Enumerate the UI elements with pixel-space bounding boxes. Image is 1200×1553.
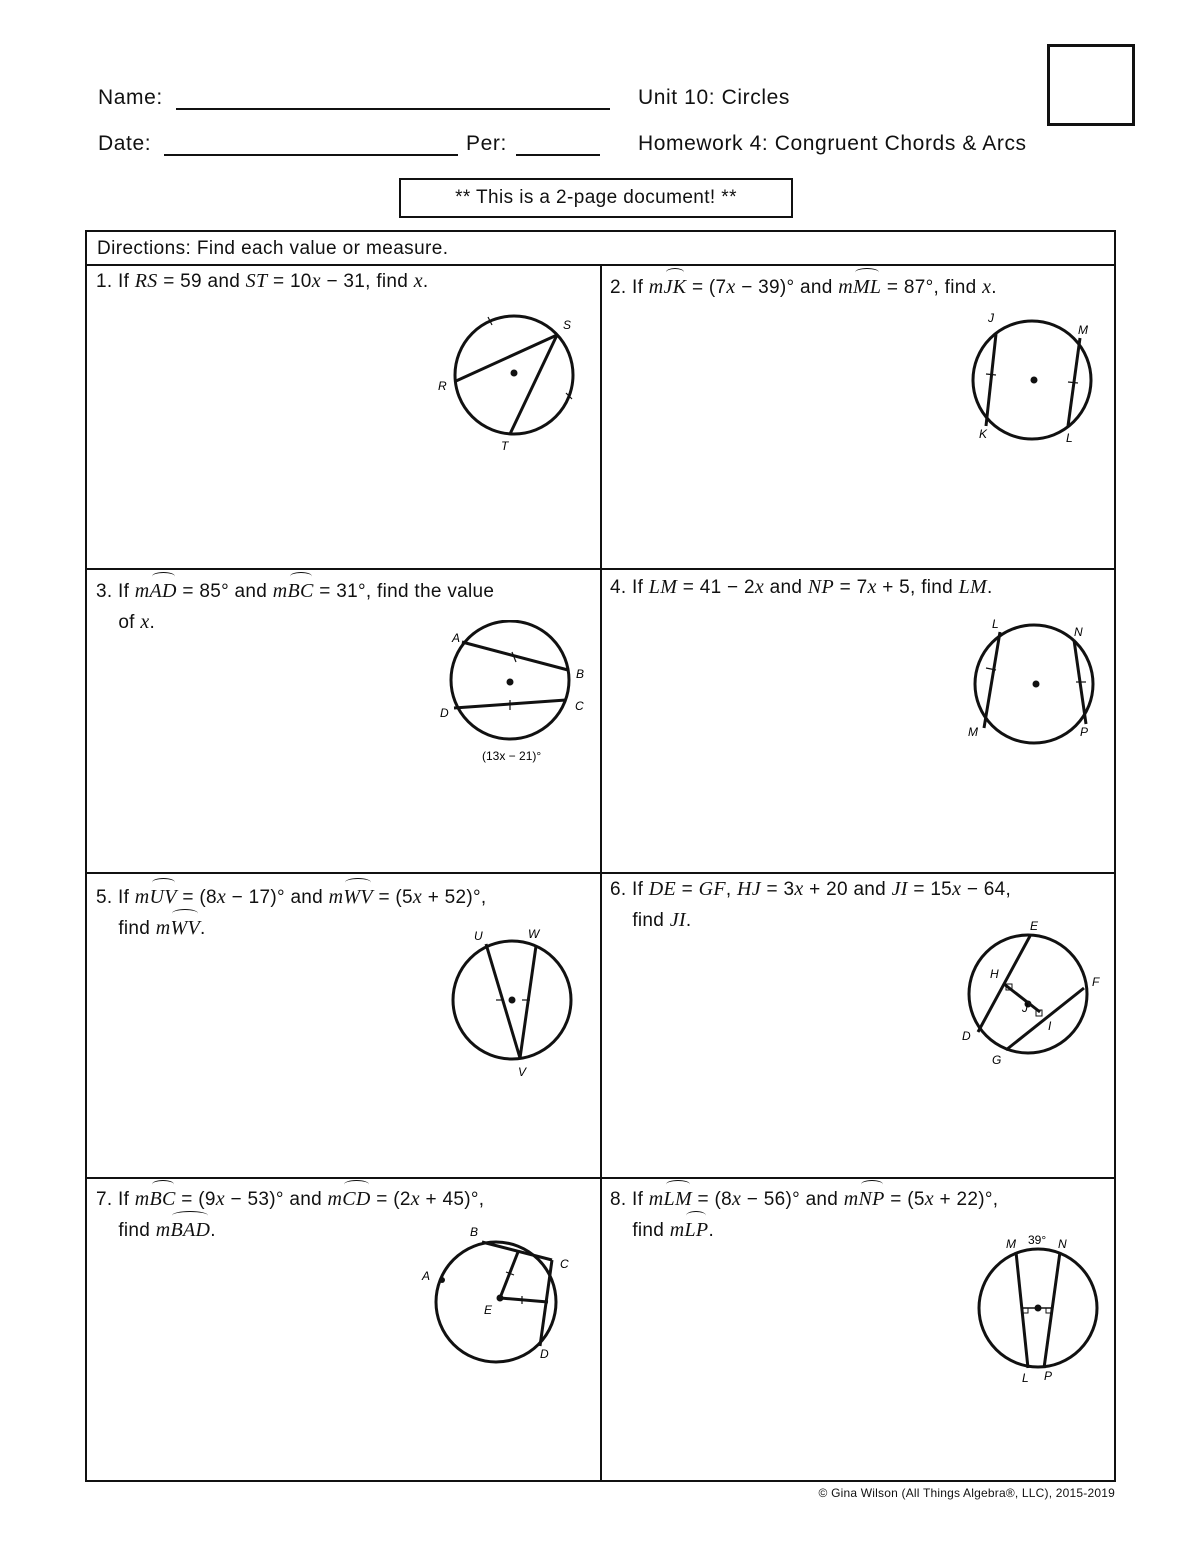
worksheet-grid (85, 230, 1116, 1482)
svg-text:F: F (1092, 975, 1100, 989)
date-label: Date: (98, 132, 152, 155)
copyright: © Gina Wilson (All Things Algebra®, LLC), 2015-2019 (818, 1486, 1115, 1500)
svg-text:D: D (962, 1029, 971, 1043)
unit-title: Unit 10: Circles (638, 86, 790, 109)
svg-text:B: B (470, 1225, 479, 1239)
svg-text:A: A (452, 631, 461, 645)
svg-text:B: B (576, 667, 585, 681)
column-divider (600, 266, 602, 1482)
svg-text:W: W (528, 927, 540, 941)
row-divider (87, 1177, 1114, 1179)
svg-text:G: G (992, 1053, 1002, 1067)
svg-text:L: L (1022, 1371, 1029, 1385)
svg-text:E: E (484, 1303, 493, 1317)
period-field[interactable] (516, 154, 600, 156)
svg-text:M: M (1006, 1237, 1016, 1251)
svg-text:E: E (1030, 919, 1039, 933)
svg-text:C: C (575, 699, 584, 713)
score-box[interactable] (1047, 44, 1135, 126)
svg-text:V: V (518, 1065, 527, 1079)
svg-text:P: P (1080, 725, 1089, 739)
arc-expression: (13x − 21)° (482, 749, 542, 763)
date-field[interactable] (164, 154, 458, 156)
circle-figure-3 (432, 620, 602, 770)
directions: Directions: Find each value or measure. (87, 232, 1114, 266)
problem-8: 8. If mLM = (8x − 56)° and mNP = (5x + 22)°, find mLP. (610, 1184, 998, 1246)
svg-text:M: M (1078, 323, 1088, 337)
circle-figure-5 (440, 922, 590, 1084)
circle-figure-8 (966, 1228, 1106, 1388)
row-divider (87, 568, 1114, 570)
svg-text:C: C (560, 1257, 569, 1271)
svg-text:K: K (979, 427, 988, 441)
svg-text:D: D (540, 1347, 549, 1361)
svg-text:U: U (474, 929, 483, 943)
svg-text:L: L (1066, 431, 1073, 445)
problem-3: 3. If mAD = 85° and mBC = 31°, find the value of x. (96, 576, 494, 638)
name-label: Name: (98, 86, 163, 109)
label: S (563, 318, 572, 332)
problem-2: 2. If mJK = (7x − 39)° and mML = 87°, find x. (610, 272, 997, 303)
svg-text:L: L (992, 617, 999, 631)
label: T (501, 439, 509, 453)
svg-text:N: N (1058, 1237, 1067, 1251)
circle-figure-1 (430, 305, 600, 465)
svg-text:N: N (1074, 625, 1083, 639)
circle-figure-6 (956, 914, 1112, 1070)
problem-4: 4. If LM = 41 − 2x and NP = 7x + 5, find LM. (610, 576, 993, 598)
svg-text:P: P (1044, 1369, 1053, 1383)
svg-text:I: I (1048, 1019, 1052, 1033)
homework-title: Homework 4: Congruent Chords & Arcs (638, 132, 1027, 155)
problem-1: 1. If RS = 59 and ST = 10x − 31, find x. (96, 270, 429, 292)
circle-figure-7 (416, 1222, 596, 1382)
two-page-notice: ** This is a 2-page document! ** (399, 178, 793, 218)
period-label: Per: (466, 132, 507, 155)
svg-text:J: J (1022, 1001, 1028, 1015)
svg-text:H: H (990, 967, 999, 981)
arc-measure: 39° (1028, 1233, 1047, 1247)
problem-5: 5. If mUV = (8x − 17)° and mWV = (5x + 52)°, find mWV. (96, 882, 487, 944)
circle-figure-4 (962, 612, 1112, 752)
svg-text:M: M (968, 725, 978, 739)
svg-text:J: J (988, 311, 994, 325)
label: R (438, 379, 447, 393)
problem-6: 6. If DE = GF, HJ = 3x + 20 and JI = 15x − 64, find JI. (610, 878, 1012, 931)
name-field[interactable] (176, 108, 610, 110)
svg-text:D: D (440, 706, 449, 720)
svg-text:A: A (422, 1269, 431, 1283)
problem-7: 7. If mBC = (9x − 53)° and mCD = (2x + 45)°, find mBAD. (96, 1184, 484, 1246)
circle-figure-2 (970, 308, 1110, 448)
